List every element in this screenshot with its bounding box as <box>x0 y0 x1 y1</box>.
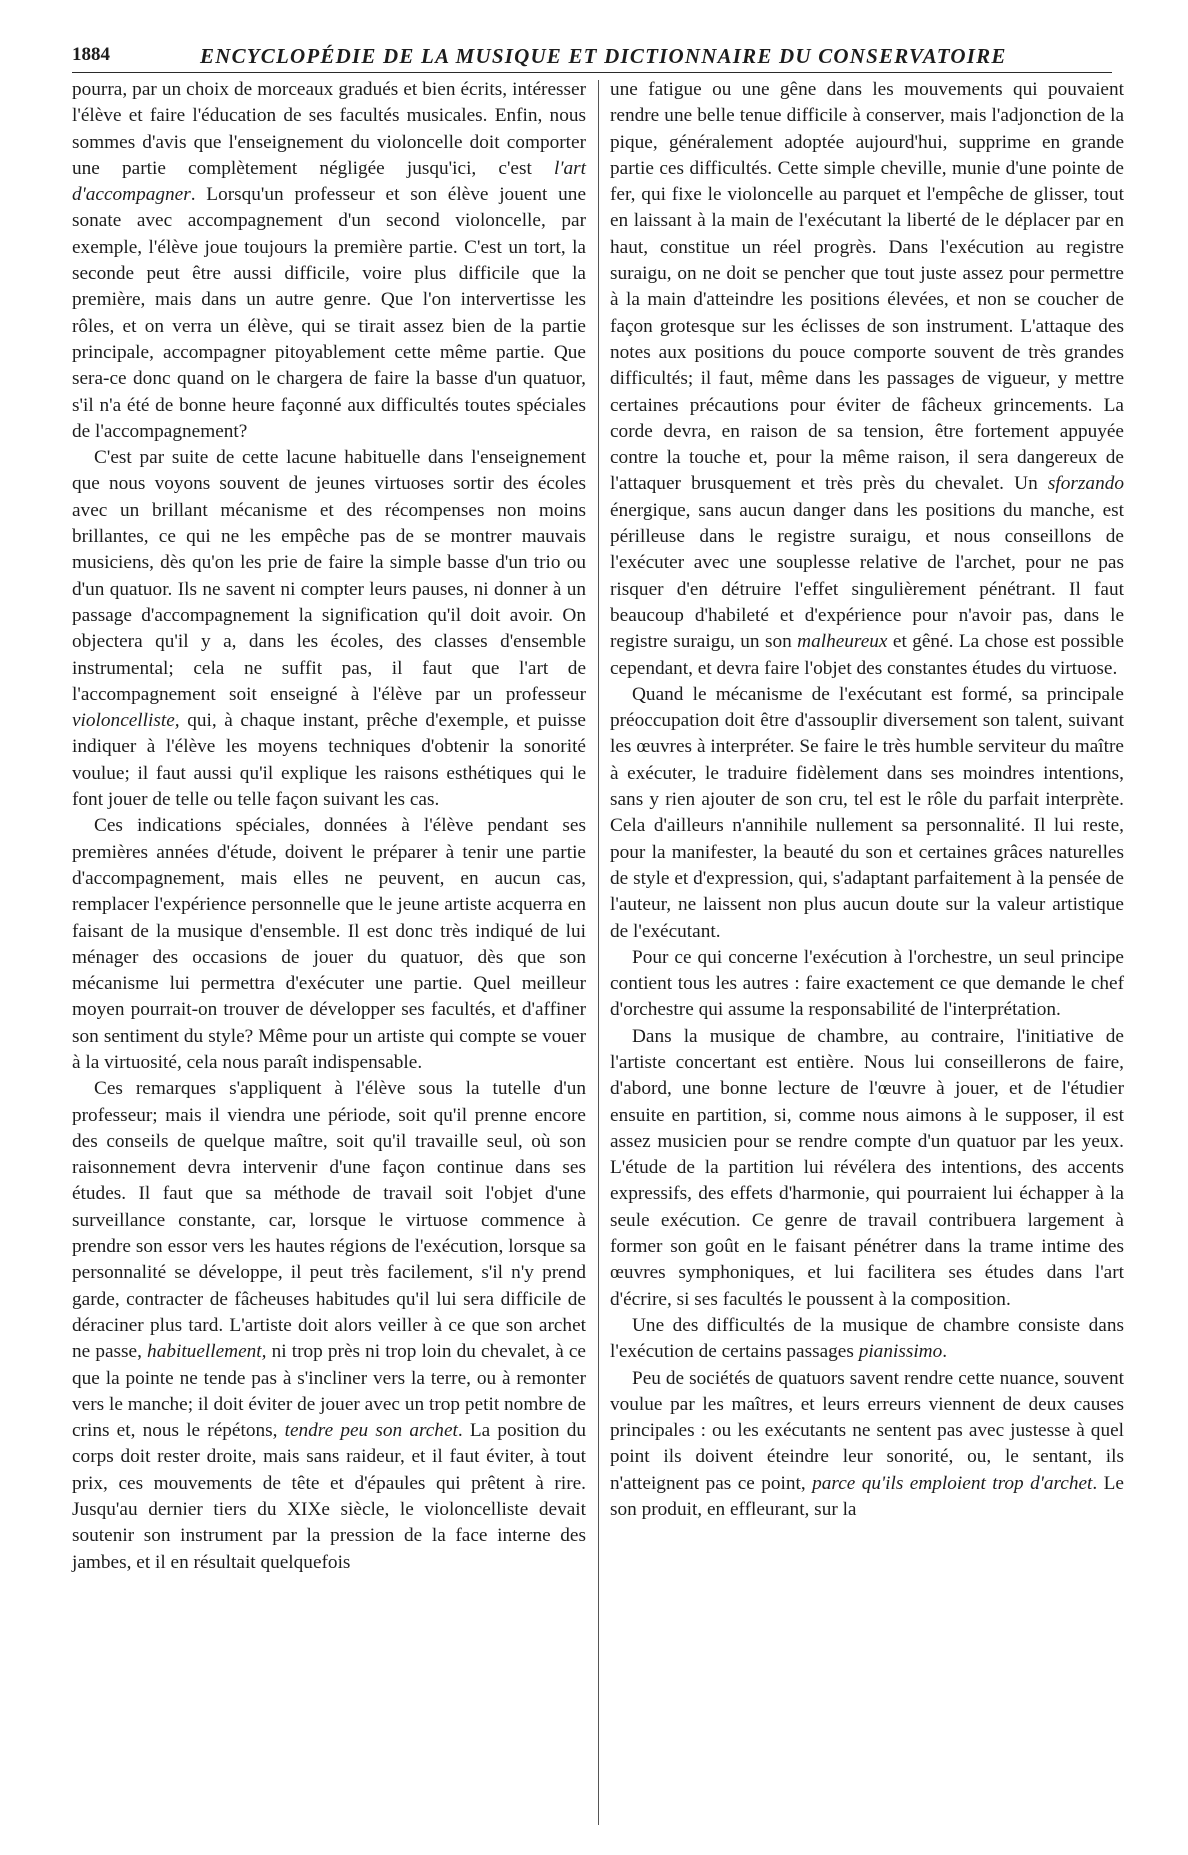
italic-text: violoncelliste, <box>72 710 180 732</box>
italic-text: l'art d'accompagner <box>72 157 586 206</box>
text-run: Pour ce qui concerne l'exécution à l'orchestre, un seul principe contient tous les autres : faire exactement ce que demande le chef d'orchestre qui assume la responsabilité de l'interprétation. <box>610 946 1124 1021</box>
text-run: énergique, sans aucun danger dans les positions du manche, est périlleuse dans le registre suraigu, et nous conseillons de l'exécuter avec une souplesse relative de l'archet, pour ne pas risquer d'en détruire l'effet singulièrement pénétrant. Il faut beaucoup d'habileté et d'expérience pour n'avoir pas, dans le registre suraigu, un son <box>610 499 1124 653</box>
text-run: . Le son produit, en effleurant, sur la <box>610 1472 1124 1521</box>
paragraph <box>610 682 1124 945</box>
text-run: Une des difficultés de la musique de chambre consiste dans l'exécution de certains passages <box>610 1314 1124 1363</box>
text-run: . Lorsqu'un professeur et son élève jouent une sonate avec accompagnement d'un second violoncelle, par exemple, l'élève joue toujours la première partie. C'est un tort, la seconde peut être aussi difficile, voire plus difficile que la première, mais dans un autre genre. Que l'on intervertisse les rôles, et on verra un élève, qui se tirait assez bien de la partie principale, accompagner pitoyablement cette même partie. Que sera-ce donc quand on le chargera de faire la basse d'un quatuor, s'il n'a été de bonne heure façonné aux difficultés toutes spéciales de l'accompagnement? <box>72 184 586 442</box>
paragraph <box>610 1366 1124 1524</box>
italic-text: habituellement, <box>147 1341 267 1363</box>
running-title: ENCYCLOPÉDIE DE LA MUSIQUE ET DICTIONNAIRE DU CONSERVATOIRE <box>200 44 1007 68</box>
italic-text: sforzando <box>1047 473 1124 495</box>
text-run: et gêné. La chose est possible cependant, et devra faire l'objet des constantes études du virtuose. <box>610 631 1124 679</box>
paragraph <box>72 1076 586 1576</box>
text-run: ni trop près ni trop loin du chevalet, à ce que la pointe ne tende pas à s'incliner vers la terre, ou à remonter vers le manche; il doit éviter de jouer avec un trop petit nombre de crins et, nous le répétons, <box>72 1341 586 1442</box>
right-column <box>610 77 1124 1523</box>
text-run: une fatigue ou une gêne dans les mouvements qui pouvaient rendre une belle tenue difficile à conserver, mais l'adjonction de la pique, généralement adoptée aujourd'hui, supprime en grande partie ces difficultés. Cette simple cheville, munie d'une pointe de fer, qui fixe le violoncelle au parquet et l'empêche de glisser, tout en laissant à la main de l'exécutant la liberté de le déplacer par en haut, constitue un réel progrès. Dans l'exécution au registre suraigu, on ne doit se pencher que tout juste assez pour permettre à la main d'atteindre les positions élevées, et non se coucher de façon grotesque sur les éclisses de son instrument. L'attaque des notes aux positions du pouce comporte souvent de très grandes difficultés; il faut, même dans les passages de vigueur, y mettre certaines précautions pour éviter de fâcheux grincements. La corde devra, en raison de sa tension, être fortement appuyée contre la touche et, pour la même raison, il sera dangereux de l'attaquer brusquement et très près du chevalet. Un <box>610 79 1124 495</box>
text-run: . <box>942 1341 948 1363</box>
text-run: Peu de sociétés de quatuors savent rendre cette nuance, souvent voulue par les maîtres, et leurs erreurs viennent de deux causes principales : ou les exécutants ne sentent pas avec justesse à quel point ils doivent éteindre leur sonorité, ou, le sentant, ils n'atteignent pas ce point, <box>610 1367 1124 1494</box>
paragraph <box>610 1313 1124 1366</box>
italic-text: malheureux <box>797 631 888 653</box>
paragraph <box>72 77 586 445</box>
italic-text: tendre peu son archet <box>284 1420 458 1442</box>
paragraph <box>72 813 586 1076</box>
text-run: pourra, par un choix de morceaux gradués et bien écrits, intéresser l'élève et faire l'éducation de ses facultés musicales. Enfin, nous sommes d'avis que l'enseignement du violoncelle doit comporter une partie complètement négligée jusqu'ici, c'est <box>72 79 586 179</box>
text-run: Ces remarques s'appliquent à l'élève sous la tutelle d'un professeur; mais il viendra une période, soit qu'il prenne encore des conseils de quelque maître, soit qu'il travaille seul, où son raisonnement devra intervenir d'une façon continue dans ses études. Il faut que sa méthode de travail soit l'objet d'une surveillance constante, car, lorsque le virtuose commence à prendre son essor vers les hautes régions de l'exécution, lorsque sa personnalité se développe, il peut très facilement, s'il n'y prend garde, contracter de fâcheuses habitudes qu'il lui sera difficile de déraciner plus tard. L'artiste doit alors veiller à ce que son archet ne passe, <box>72 1078 586 1363</box>
paragraph <box>610 945 1124 1024</box>
paragraph <box>610 1024 1124 1313</box>
text-run: qui, à chaque instant, prêche d'exemple, et puisse indiquer à l'élève les moyens techniques d'obtenir la sonorité voulue; il faut aussi qu'il explique les raisons esthétiques qui le font jouer de telle ou telle façon suivant les cas. <box>72 710 586 811</box>
paragraph <box>610 77 1124 682</box>
left-column <box>72 77 586 1576</box>
italic-text: parce qu'ils emploient trop d'archet <box>812 1472 1093 1494</box>
paragraph <box>72 445 586 813</box>
running-header <box>72 40 1112 73</box>
column-divider <box>598 80 599 1825</box>
page-number: 1884 <box>72 44 110 65</box>
text-run: Dans la musique de chambre, au contraire, l'initiative de l'artiste concertant est entière. Nous lui conseillerons de faire, d'abord, une bonne lecture de l'œuvre à jouer, et de l'étudier ensuite en partition, si, comme nous aimons à le supposer, il est assez musicien pour se rendre compte d'un quatuor par les yeux. L'étude de la partition lui révélera des intentions, des accents expressifs, des effets d'harmonie, qui pourraient lui échapper à la seule exécution. Ce genre de travail contribuera largement à former son goût en le faisant pénétrer dans la trame intime des œuvres symphoniques, et lui facilitera ses études dans l'art d'écrire, si ses facultés le poussent à la composition. <box>610 1025 1124 1310</box>
text-run: C'est par suite de cette lacune habituelle dans l'enseignement que nous voyons souvent de jeunes virtuoses sortir des écoles avec un brillant mécanisme et des récompenses non moins brillantes, ce qui ne les empêche pas de se montrer mauvais musiciens, dès qu'on les prie de faire la simple basse d'un trio ou d'un quatuor. Ils ne savent ni compter leurs pauses, ni donner à un passage d'accompagnement la signification qu'il doit avoir. On objectera qu'il y a, dans les écoles, des classes d'ensemble instrumental; cela ne suffit pas, il faut que l'art de l'accompagnement soit enseigné à l'élève par un professeur <box>72 447 586 705</box>
text-run: . La position du corps doit rester droite, mais sans raideur, et il faut éviter, à tout prix, ces mouvements de tête et d'épaules qui prêtent à rire. Jusqu'au dernier tiers du XIXe siècle, le violoncelliste devait soutenir son instrument par la pression de la face interne des jambes, et il en résultait quelquefois <box>72 1420 586 1573</box>
text-run: Ces indications spéciales, données à l'élève pendant ses premières années d'étude, doivent le préparer à tenir une partie d'accompagnement, mais elles ne peuvent, en aucun cas, remplacer l'expérience personnelle que le jeune artiste acquerra en faisant de la musique d'ensemble. Il est donc très indiqué de lui ménager des occasions de jouer du quatuor, dès que son mécanisme lui permettra d'exécuter une partie. Quel meilleur moyen pourrait-on trouver de développer ses facultés, et d'affiner son sentiment du style? Même pour un artiste qui compte se vouer à la virtuosité, cela nous paraît indispensable. <box>72 815 586 1073</box>
text-run: Quand le mécanisme de l'exécutant est formé, sa principale préoccupation doit être d'assouplir diversement son talent, suivant les œuvres à interpréter. Se faire le très humble serviteur du maître à exécuter, le traduire fidèlement dans ses moindres intentions, sans y rien ajouter de son cru, tel est le rôle du parfait interprète. Cela d'ailleurs n'annihile nullement sa personnalité. Il lui reste, pour la manifester, la beauté du son et certaines grâces naturelles de style et d'expression, qui, s'adaptant parfaitement à la pensée de l'auteur, ne laissent non plus aucun doute sur la valeur artistique de l'exécutant. <box>610 683 1124 942</box>
italic-text: pianissimo <box>858 1341 943 1363</box>
